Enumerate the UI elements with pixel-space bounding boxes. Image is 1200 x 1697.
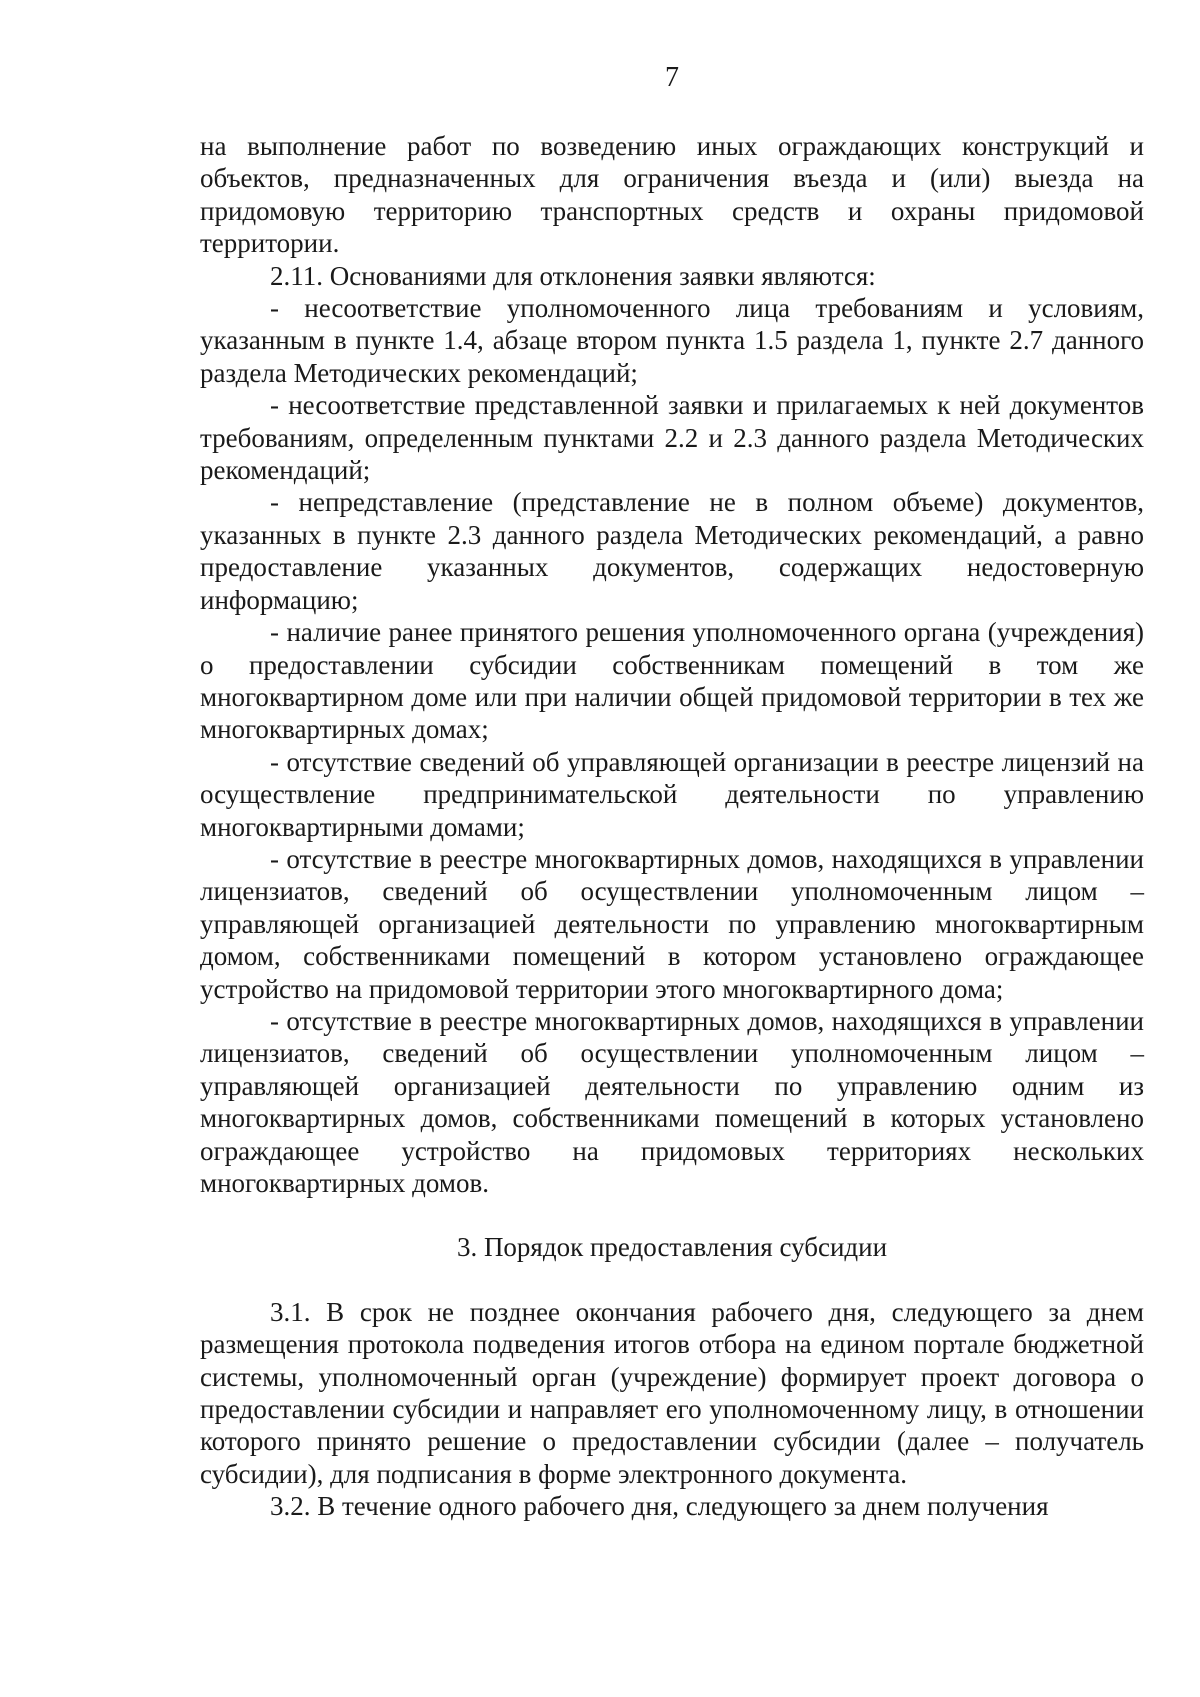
list-item: - отсутствие в реестре многоквартирных домов, находящихся в управлении лицензиатов, сведений об осуществлении уполномоченным лицом – управляющей организацией деятельности по управлению многоквартирным домом, собственниками помещений в котором установлено ограждающее устройство на придомовой территории этого многоквартирного дома; [200, 843, 1144, 1004]
list-item: - несоответствие представленной заявки и прилагаемых к ней документов требованиям, определенным пунктами 2.2 и 2.3 данного раздела Методических рекомендаций; [200, 390, 1144, 486]
document-body [200, 130, 1144, 1523]
list-item: - отсутствие в реестре многоквартирных домов, находящихся в управлении лицензиатов, сведений об осуществлении уполномоченным лицом – управляющей организацией деятельности по управлению одним из многоквартирных домов, собственниками помещений в которых установлено ограждающее устройство на придомовых территориях нескольких многоквартирных домов. [200, 1005, 1144, 1198]
page-number: 7 [665, 62, 679, 93]
list-item: - несоответствие уполномоченного лица требованиям и условиям, указанным в пункте 1.4, абзаце втором пункта 1.5 раздела 1, пункте 2.7 данного раздела Методических рекомендаций; [200, 293, 1144, 388]
section-heading: 3. Порядок предоставления субсидии [456, 1232, 888, 1263]
paragraph: 3.1. В срок не позднее окончания рабочего дня, следующего за днем размещения протокола подведения итогов отбора на едином портале бюджетной системы, уполномоченный орган (учреждение) формирует проект договора о предоставлении субсидии и направляет его уполномоченному лицу, в отношении которого принято решение о предоставлении субсидии (далее – получатель субсидии), для подписания в форме электронного документа. [200, 1296, 1144, 1489]
paragraph: 3.2. В течение одного рабочего дня, следующего за днем получения [270, 1491, 1049, 1522]
paragraph: на выполнение работ по возведению иных ограждающих конструкций и объектов, предназначенных для ограничения въезда и (или) выезда на придомовую территорию транспортных средств и охраны придомовой территории. [200, 131, 1144, 259]
list-item: - наличие ранее принятого решения уполномоченного органа (учреждения) о предоставлении субсидии собственникам помещений в том же многоквартирном доме или при наличии общей придомовой территории в тех же многоквартирных домах; [200, 617, 1144, 745]
paragraph: 2.11. Основаниями для отклонения заявки являются: [270, 260, 876, 291]
list-item: - отсутствие сведений об управляющей организации в реестре лицензий на осуществление предпринимательской деятельности по управлению многоквартирными домами; [200, 746, 1144, 842]
list-item: - непредставление (представление не в полном объеме) документов, указанных в пункте 2.3 данного раздела Методических рекомендаций, а равно предоставление указанных документов, содержащих недостоверную информацию; [200, 487, 1144, 615]
